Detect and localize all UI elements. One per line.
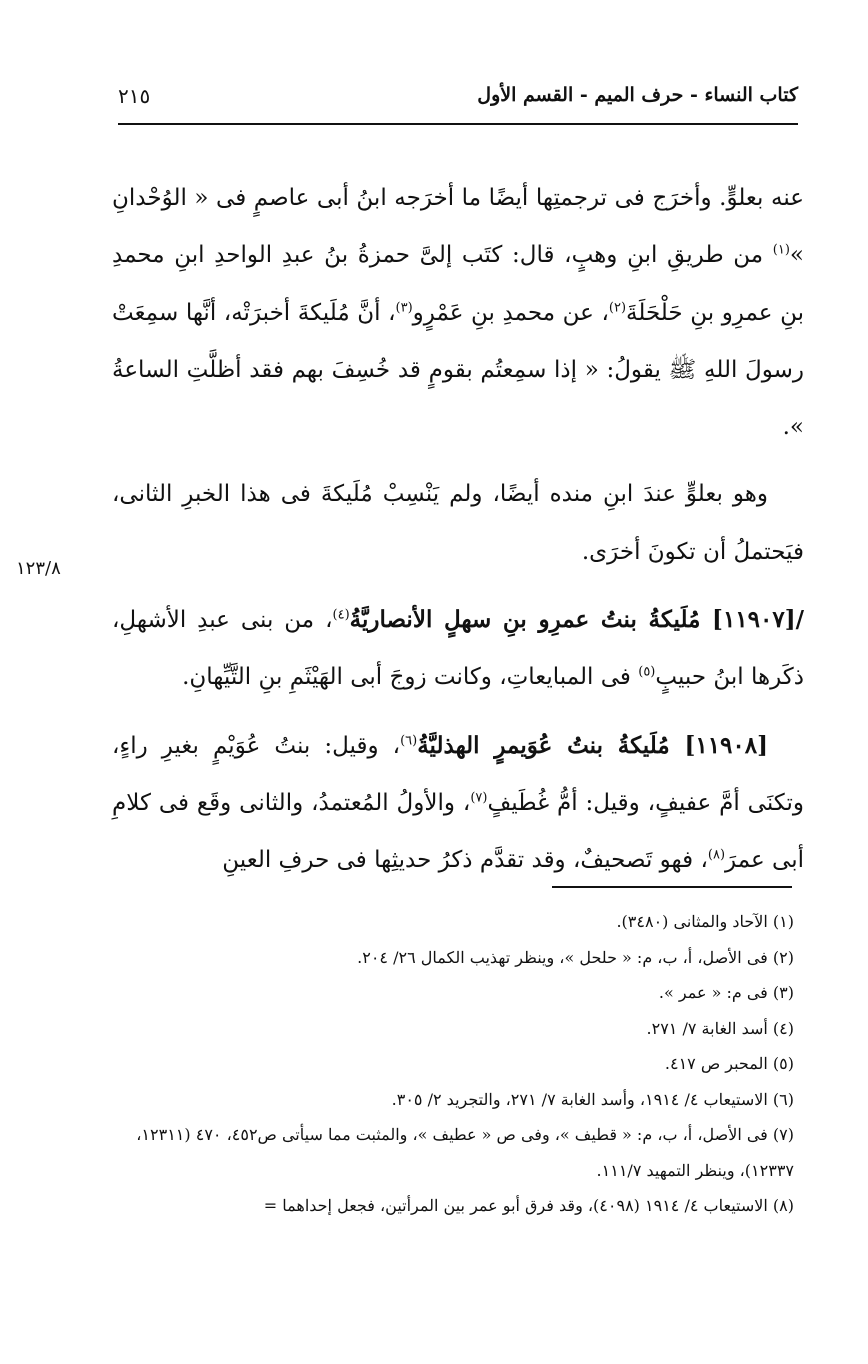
footnote-ref-1[interactable]: (١) [772, 242, 790, 258]
main-text [112, 170, 804, 890]
footnotes [104, 904, 794, 1224]
footnote-ref-8[interactable]: (٨) [707, 847, 726, 863]
footnote-8: (٨) الاستيعاب ٤/ ١٩١٤ (٤٠٩٨)، وقد فرق أبو عمر بين المرأتين، فجعل إحداهما = [263, 1196, 794, 1215]
entry-11907-open: /[ [784, 606, 805, 634]
footnote-2: (٢) فى الأصل، أ، ب، م: « حلحل »، وينظر تهذيب الكمال ٢٦/ ٢٠٤. [357, 947, 794, 967]
entry-11907-close: ] [700, 606, 723, 634]
footnote-3: (٣) فى م: « عمر ». [658, 983, 794, 1002]
entry-11908 [112, 717, 804, 890]
paragraph-1 [112, 170, 804, 456]
footnote-7: (٧) فى الأصل، أ، ب، م: « قطيف »، وفى ص « عطيف »، والمثبت مما سيأتى ص٤٥٢، ٤٧٠ (١٢٣١١، ١٢٣٣٧)، وينظر التمهيد ١١١/٧. [136, 1125, 794, 1180]
p1-text-1: عنه بعلوٍّ. وأخرَج فى ترجمتِها أيضًا ما أخرَجه ابنُ أبى عاصمٍ فى « الوُحْدانِ » [112, 185, 804, 269]
p1-text-3: ، عن محمدِ بنِ عَمْرٍو [412, 299, 609, 326]
entry-11907-number: ١١٩٠٧ [722, 606, 785, 634]
page-number: ٢١٥ [118, 84, 151, 108]
entry-11907-text-2: فى المبايعاتِ، وكانت زوجَ أبى الهَيْثَمِ بنِ التَّيِّهانِ. [182, 664, 639, 691]
footnote-4: (٤) أسد الغابة ٧/ ٢٧١. [646, 1018, 794, 1038]
footnote-ref-5[interactable]: (٥) [638, 664, 656, 680]
entry-11908-open: [ [757, 731, 769, 759]
p1-text-2: من طريقِ ابنِ وهبٍ، قال: كتَب إلىَّ حمزةُ بنُ عبدِ الواحدِ ابنِ محمدِ بنِ عمرِو بنِ حَلْحَلَةَ [112, 242, 804, 326]
page-header [118, 78, 798, 118]
entry-11908-name: مُلَيكةُ بنتُ عُوَيمرٍ الهذليَّةُ [417, 731, 670, 759]
entry-11908-text-1: ، وقيل: بنتُ عُوَيْمٍ بغيرِ راءٍ، وتكنَى أمَّ عفيفٍ، وقيل: أمُّ غُطَيفٍ [112, 732, 804, 816]
entry-11908-text-2: ، والأولُ المُعتمدُ، والثانى وقَع فى كلامِ أبى عمرَ [112, 789, 804, 874]
footnote-ref-3[interactable]: (٣) [395, 299, 413, 315]
entry-11907 [112, 591, 804, 707]
footnote-ref-6[interactable]: (٦) [400, 733, 418, 749]
paragraph-2: وهو بعلوٍّ عندَ ابنِ منده أيضًا، ولم يَنْسِبْ مُلَيكةَ فى هذا الخبرِ الثانى، فيَحتملُ أن تكونَ أخرَى. [112, 481, 804, 565]
entry-11908-close: ] [669, 731, 696, 759]
running-title: كتاب النساء - حرف الميم - القسم الأول [477, 84, 798, 106]
footnote-1: (١) الآحاد والمثانى (٣٤٨٠). [616, 912, 794, 931]
margin-volume-page-reference: ١٢٣/٨ [16, 558, 61, 579]
entry-11908-text-3: ، فهو تَصحيفٌ، وقد تقدَّم ذكرُ حديثِها فى حرفِ العينِ [222, 847, 708, 874]
entry-11907-name: مُلَيكةُ بنتُ عمرِو بنِ سهلٍ الأنصاريَّةُ [349, 606, 701, 634]
footnote-5: (٥) المحبر ص ٤١٧. [664, 1054, 794, 1073]
header-rule [118, 123, 798, 125]
entry-11907-text-1: ، من بنى عبدِ الأشهلِ، ذكَرها ابنُ حبيبٍ [112, 607, 804, 691]
footnote-ref-2[interactable]: (٢) [608, 299, 627, 315]
footnote-separator [552, 886, 792, 888]
footnote-ref-7[interactable]: (٧) [470, 790, 488, 806]
footnote-6: (٦) الاستيعاب ٤/ ١٩١٤، وأسد الغابة ٧/ ٢٧١، والتجريد ٢/ ٣٠٥. [391, 1089, 794, 1109]
p1-text-4: ، أنَّ مُلَيكةَ أخبرَتْه، أنَّها سمِعَتْ رسولَ اللهِ ﷺ يقولُ: « إذا سمِعتُم بقومٍ قد خُسِفَ بهم فقد أظلَّتِ الساعةُ ». [112, 299, 804, 441]
footnote-ref-4[interactable]: (٤) [332, 607, 350, 623]
entry-11908-number: ١١٩٠٨ [695, 731, 758, 759]
